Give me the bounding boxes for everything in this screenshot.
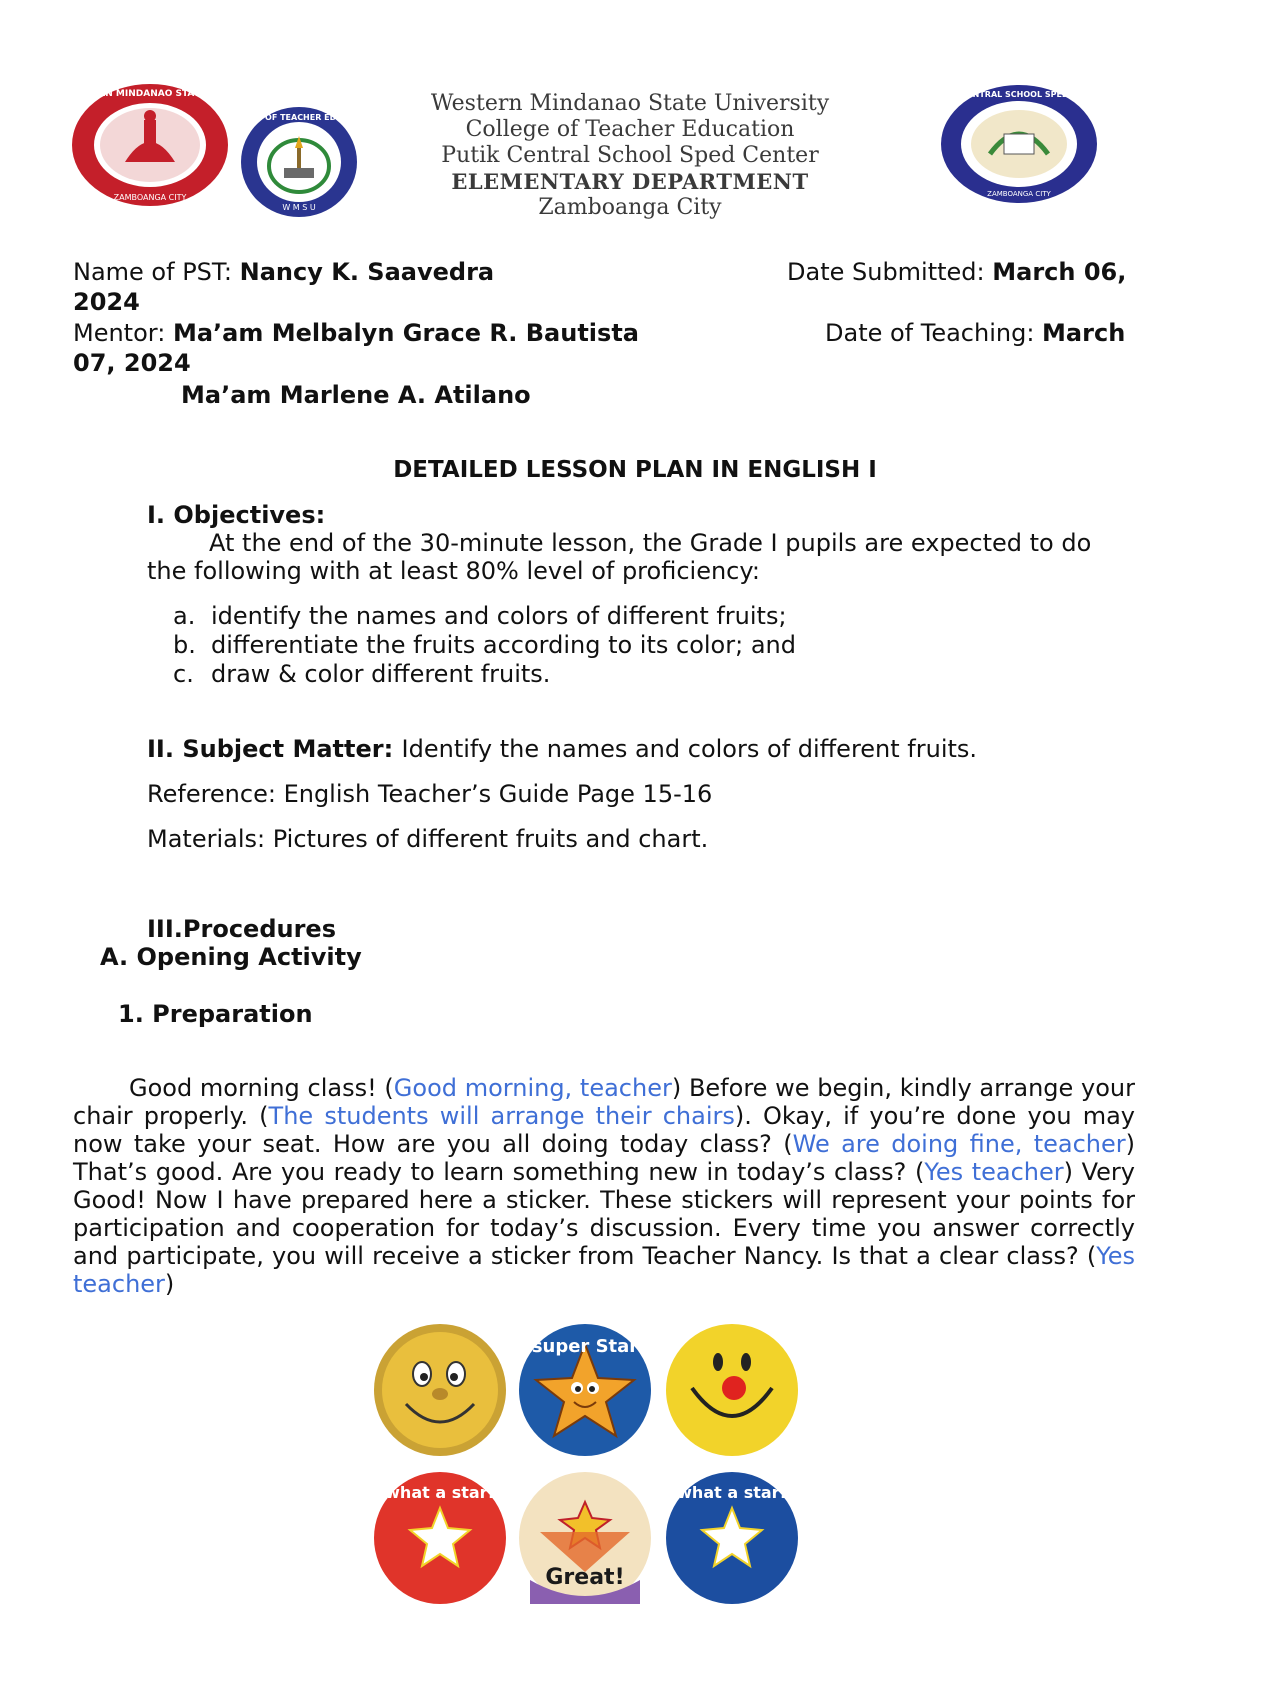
- student-answer: Yes teacher: [924, 1158, 1064, 1186]
- svg-text:ZAMBOANGA CITY: ZAMBOANGA CITY: [987, 190, 1051, 198]
- city-name: Zamboanga City: [538, 195, 722, 220]
- wmsu-seal-logo: [63, 82, 237, 208]
- opening-activity-heading: A. Opening Activity: [100, 943, 362, 971]
- objectives-list: [173, 602, 796, 689]
- college-name: College of Teacher Education: [465, 117, 795, 142]
- university-name: Western Mindanao State University: [430, 91, 830, 116]
- student-answer: Good morning, teacher: [393, 1074, 672, 1102]
- school-name: Putik Central School Sped Center: [441, 143, 819, 168]
- svg-text:super Star: super Star: [531, 1336, 639, 1357]
- objectives-heading: I. Objectives:: [147, 501, 326, 529]
- mentor-row: [73, 318, 1133, 348]
- putik-sped-seal-logo: [931, 84, 1107, 204]
- objectives-intro-line-2: the following with at least 80% level of proficiency:: [147, 557, 760, 585]
- submitted-date: March 06,: [992, 258, 1127, 286]
- great-sticker: [519, 1472, 651, 1604]
- pst-label: Name of PST:: [73, 258, 240, 286]
- student-answer: Yes teacher: [73, 1242, 1135, 1298]
- smiley-sticker-gold: [374, 1324, 506, 1456]
- reference-line: Reference: English Teacher’s Guide Page 15-16: [147, 780, 713, 808]
- subject-matter: [147, 734, 977, 764]
- svg-text:PUTIK CENTRAL SCHOOL SPED CENT: PUTIK CENTRAL SCHOOL SPED CENTER: [931, 90, 1107, 99]
- what-a-star-sticker-red: [374, 1472, 506, 1604]
- teaching-date: March: [1042, 319, 1126, 347]
- submitted-label: Date Submitted:: [787, 258, 993, 286]
- super-star-sticker: [519, 1324, 651, 1456]
- objectives-intro-line-1: At the end of the 30-minute lesson, the Grade I pupils are expected to do: [209, 529, 1092, 557]
- student-answer: We are doing fine, teacher: [792, 1130, 1126, 1158]
- mentor-2-name: Ma’am Marlene A. Atilano: [181, 381, 531, 409]
- materials-line: Materials: Pictures of different fruits and chart.: [147, 825, 709, 853]
- list-item: a. identify the names and colors of different fruits;: [173, 602, 787, 630]
- mentor-name: Ma’am Melbalyn Grace R. Bautista: [172, 319, 639, 347]
- svg-text:what a star!: what a star!: [677, 1483, 787, 1502]
- smiley-sticker-yellow: [666, 1324, 798, 1456]
- mentor-label: Mentor:: [73, 319, 173, 347]
- preparation-heading: 1. Preparation: [118, 1000, 313, 1028]
- procedures-heading: III.Procedures: [147, 915, 336, 943]
- objectives-intro: [147, 529, 1107, 585]
- svg-text:what a star!: what a star!: [385, 1483, 495, 1502]
- list-item: c. draw & color different fruits.: [173, 660, 551, 688]
- list-item: b. differentiate the fruits according to its color; and: [173, 631, 796, 659]
- dialogue-paragraph: Good morning class! (Good morning, teacher) Before we begin, kindly arrange your chair properly. (The students will arrange their chairs). Okay, if you’re done you may now take your seat. How are you all doing today class? (We are doing fine, teacher) That’s good. Are you ready to learn something new in today’s class? (Yes teacher) Very Good! Now I have prepared here a sticker. These stickers will represent your points for participation and cooperation for today’s discussion. Every time you answer correctly and participate, you will receive a sticker from Teacher Nancy. Is that a clear class? (Yes teacher): [73, 1074, 1136, 1298]
- svg-text:Great!: Great!: [545, 1565, 625, 1590]
- student-answer: The students will arrange their chairs: [268, 1102, 735, 1130]
- subject-heading: II. Subject Matter:: [147, 735, 402, 763]
- stickers-image: [370, 1322, 800, 1610]
- svg-text:COLLEGE OF TEACHER EDUCATION: COLLEGE OF TEACHER EDUCATION: [221, 113, 377, 122]
- teaching-date-rest: 07, 2024: [73, 349, 191, 377]
- svg-text:WESTERN MINDANAO STATE UNIV.: WESTERN MINDANAO STATE UNIV.: [63, 89, 237, 99]
- letterhead: [400, 91, 860, 221]
- svg-text:W M S U: W M S U: [282, 203, 316, 212]
- svg-text:ZAMBOANGA CITY: ZAMBOANGA CITY: [113, 193, 187, 202]
- subject-text: Identify the names and colors of different fruits.: [401, 735, 978, 763]
- department-name: ELEMENTARY DEPARTMENT: [451, 169, 809, 194]
- lesson-plan-title: DETAILED LESSON PLAN IN ENGLISH I: [393, 457, 877, 483]
- pst-row: [73, 257, 1133, 287]
- what-a-star-sticker-blue: [666, 1472, 798, 1604]
- pst-name: Nancy K. Saavedra: [239, 258, 495, 286]
- submitted-date-year: 2024: [73, 288, 140, 316]
- teaching-label: Date of Teaching:: [825, 319, 1043, 347]
- cte-seal-logo: [221, 106, 377, 218]
